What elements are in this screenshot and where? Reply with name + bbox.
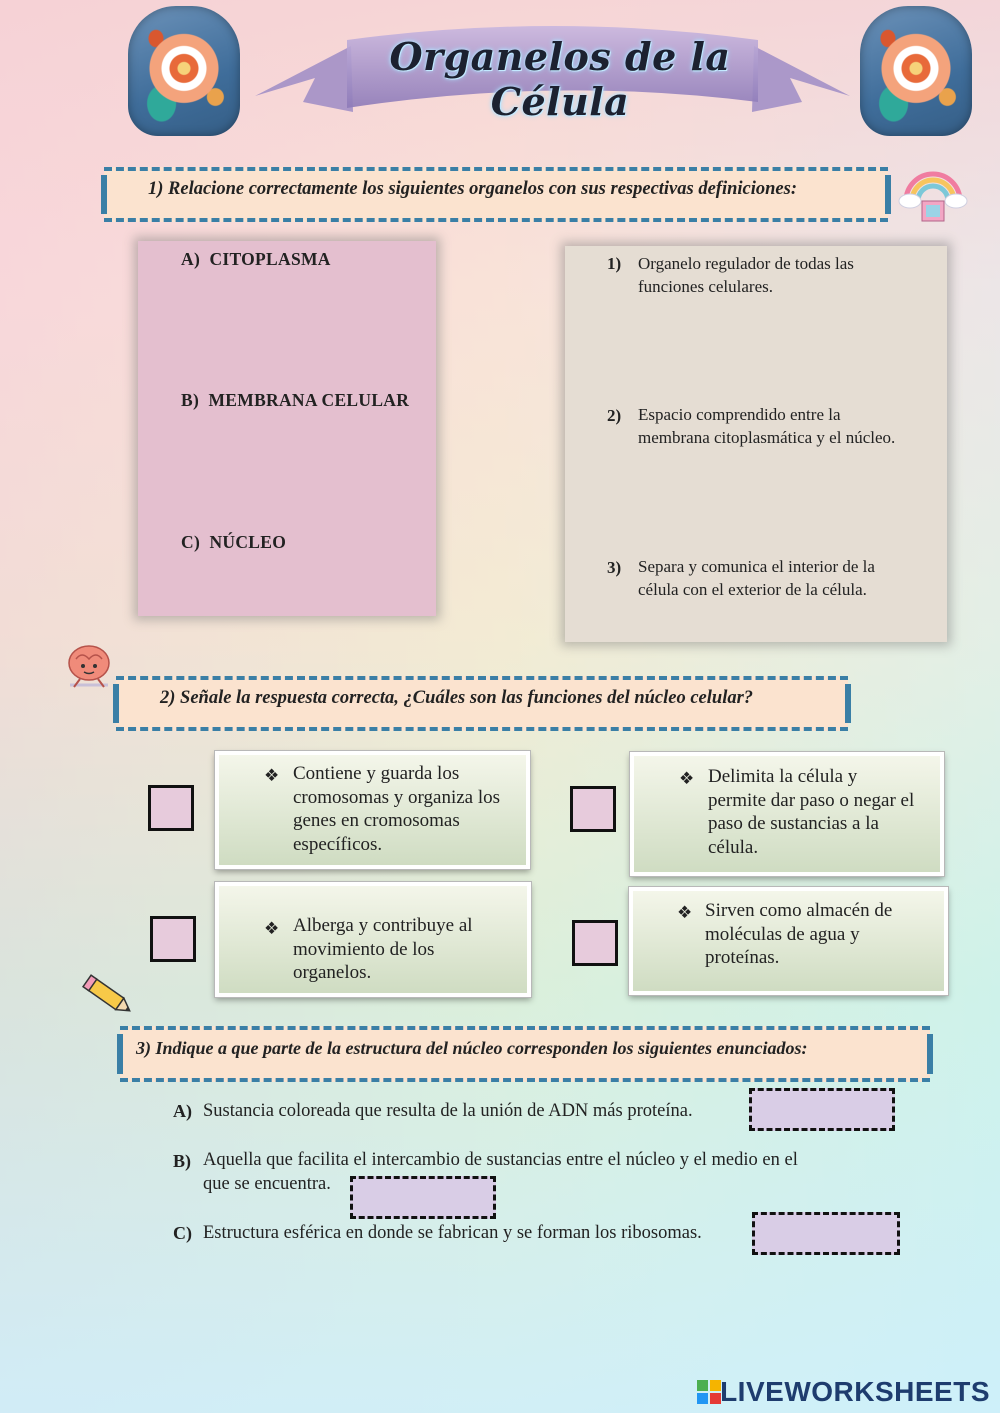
- question-a-text: Sustancia coloreada que resulta de la unión de ADN más proteína.: [203, 1101, 693, 1121]
- answer-card-4: [629, 887, 948, 995]
- definition-1-text: Organelo regulador de todas las funciones celulares.: [638, 254, 854, 296]
- definitions-box: [565, 246, 947, 642]
- definition-3-text: Separa y comunica el interior de la célula con el exterior de la célula.: [638, 557, 875, 599]
- definition-3-number: 3): [607, 558, 622, 577]
- pencil-icon: [82, 972, 138, 1022]
- checkbox-card-2[interactable]: [570, 786, 616, 832]
- diamond-bullet-icon: ❖: [677, 903, 693, 922]
- liveworksheets-brand[interactable]: LIVEWORKSHEETS: [720, 1376, 990, 1407]
- question-c-text: Estructura esférica en donde se fabrican y se forman los ribosomas.: [203, 1223, 702, 1243]
- question-b-text: Aquella que facilita el intercambio de sustancias entre el núcleo y el medio en el que se encuentra.: [203, 1150, 798, 1194]
- answer-card-3: [215, 882, 531, 997]
- diamond-bullet-icon: ❖: [264, 919, 280, 938]
- answer-card-1: [215, 751, 530, 869]
- cell-illustration-right: [860, 6, 972, 136]
- cell-illustration-left: [128, 6, 240, 136]
- question-c-letter: C): [173, 1223, 192, 1243]
- page-title: Organelos de la Célula: [389, 34, 731, 124]
- diamond-bullet-icon: ❖: [679, 769, 695, 788]
- answer-card-2: [630, 752, 944, 876]
- brain-character-icon: [62, 641, 116, 693]
- liveworksheets-logo-icon: [697, 1380, 721, 1404]
- answer-field-b[interactable]: [350, 1176, 496, 1219]
- instruction-1-text: 1) Relacione correctamente los siguientes organelos con sus respectivas definiciones:: [148, 179, 797, 199]
- instruction-banner-2: [116, 676, 848, 731]
- option-a: A) CITOPLASMA: [181, 249, 331, 269]
- card-2-text: Delimita la célula y permite dar paso o negar el paso de sustancias a la célula.: [708, 766, 915, 858]
- answer-field-a[interactable]: [749, 1088, 895, 1131]
- option-b-label: MEMBRANA CELULAR: [208, 390, 410, 410]
- definition-2-text: Espacio comprendido entre la membrana citoplasmática y el núcleo.: [638, 405, 896, 447]
- definition-2-number: 2): [607, 406, 622, 425]
- instruction-3-text: 3) Indique a que parte de la estructura del núcleo corresponden los siguientes enunciados:: [136, 1038, 808, 1058]
- diamond-bullet-icon: ❖: [264, 766, 280, 785]
- card-1-text: Contiene y guarda los cromosomas y organiza los genes en cromosomas específicos.: [293, 763, 501, 855]
- definition-1-number: 1): [607, 254, 622, 273]
- organelle-options-box: [138, 241, 436, 616]
- checkbox-card-3[interactable]: [150, 916, 196, 962]
- option-a-label: CITOPLASMA: [209, 249, 331, 269]
- question-a-letter: A): [173, 1101, 192, 1121]
- option-c-label: NÚCLEO: [209, 532, 287, 552]
- answer-field-c[interactable]: [752, 1212, 900, 1255]
- instruction-2-text: 2) Señale la respuesta correcta, ¿Cuáles son las funciones del núcleo celular?: [160, 688, 754, 708]
- question-b-letter: B): [173, 1151, 191, 1171]
- instruction-banner-3: [120, 1026, 930, 1082]
- card-4-text: Sirven como almacén de moléculas de agua y proteínas.: [705, 900, 893, 968]
- checkbox-card-4[interactable]: [572, 920, 618, 966]
- card-3-text: Alberga y contribuye al movimiento de los organelos.: [293, 915, 473, 983]
- instruction-banner-1: [104, 167, 888, 222]
- option-c: C) NÚCLEO: [181, 532, 287, 552]
- option-b: B) MEMBRANA CELULAR: [181, 390, 410, 410]
- rainbow-books-icon: [898, 163, 968, 225]
- checkbox-card-1[interactable]: [148, 785, 194, 831]
